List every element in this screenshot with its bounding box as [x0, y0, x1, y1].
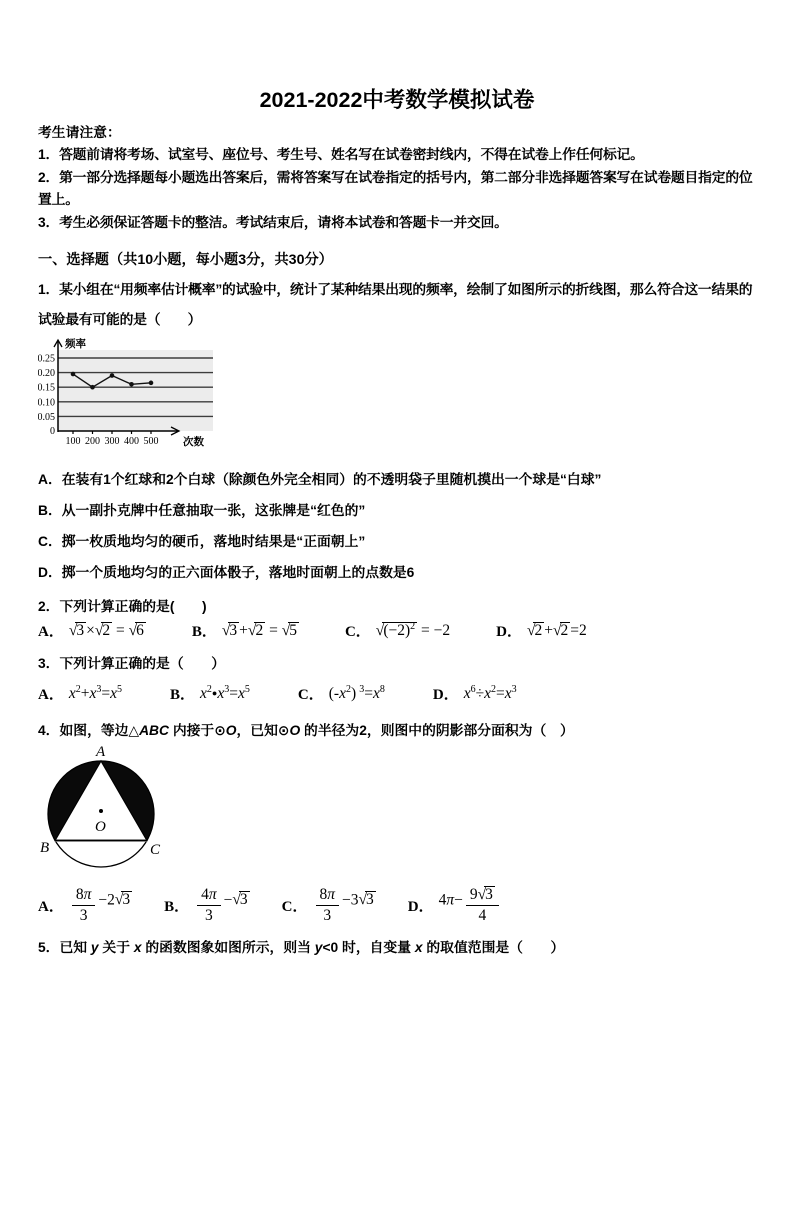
option-letter: C． — [281, 898, 308, 915]
label-b: B — [40, 840, 50, 856]
q2-option-d — [496, 620, 587, 641]
q2-option-c — [345, 620, 450, 641]
option-formula: $√(-2)^2 = -2$ — [375, 620, 451, 639]
option-formula: √3 +√2 = √5 — [221, 621, 297, 639]
notice-item-3: 3．考生必须保证答题卡的整洁。考试结束后，请将本试卷和答题卡一并交回。 — [38, 214, 508, 230]
option-letter: A． — [38, 687, 64, 703]
option-letter: A． — [38, 624, 64, 640]
question-1-options — [38, 464, 756, 588]
option-letter: C． — [297, 687, 324, 703]
option-letter: D． — [496, 624, 522, 640]
option-formula: $(-x^2)$ $^3=x^8$ — [328, 683, 385, 702]
q3-option-a — [38, 683, 122, 704]
q4-option-b — [164, 886, 250, 925]
svg-text:500: 500 — [143, 436, 159, 447]
option-letter: B． — [191, 624, 217, 640]
line-chart-canvas — [38, 335, 243, 449]
q1-option-c: C．掷一枚质地均匀的硬币，落地时结果是“正面朝上” — [38, 534, 366, 549]
svg-text:次数: 次数 — [183, 436, 204, 448]
option-formula: $\frac{8\pi}{3}$ −2√3 — [69, 886, 132, 925]
exam-page — [0, 88, 794, 959]
notice-header: 考生请注意： — [38, 125, 121, 140]
label-a: A — [96, 744, 106, 760]
q2-option-a — [38, 620, 146, 641]
svg-text:0.05: 0.05 — [38, 411, 55, 423]
q3-option-c — [298, 683, 385, 704]
svg-text:0.15: 0.15 — [38, 382, 55, 394]
notice-item-2: 2．第一部分选择题每小题选出答案后，需将答案写在试卷指定的括号内，第二部分非选择题答案写在试卷题目指定的位置上。 — [38, 169, 753, 207]
svg-text:100: 100 — [65, 436, 81, 447]
option-formula: 4π− $\frac{9√3}{4}$ — [439, 886, 502, 925]
option-letter: A． — [38, 898, 64, 915]
option-letter: D． — [407, 898, 434, 915]
shaded-left-segment — [48, 761, 101, 841]
svg-text:0: 0 — [50, 426, 55, 437]
frequency-line-chart — [38, 335, 756, 454]
notice-item-1: 1．答题前请将考场、试室号、座位号、考生号、姓名写在试卷密封线内，不得在试卷上作任何标记。 — [38, 147, 644, 162]
option-formula: $x^6\div x^2=x^3$ — [463, 683, 517, 702]
shaded-right-segment — [101, 761, 154, 841]
option-letter: B． — [164, 898, 190, 915]
svg-text:400: 400 — [124, 436, 139, 447]
page-title: 2021-2022中考数学模拟试卷 — [259, 88, 535, 112]
question-3-options — [38, 683, 756, 704]
svg-text:0.25: 0.25 — [38, 353, 55, 365]
q3-option-d — [433, 683, 517, 704]
q1-option-b: B．从一副扑克牌中任意抽取一张，这张牌是“红色的” — [38, 503, 366, 518]
q4-option-c — [282, 886, 376, 925]
section-1-header: 一、选择题（共10小题，每小题3分，共30分） — [38, 252, 333, 268]
question-4-options — [38, 886, 756, 925]
option-formula: $x^2+x^3=x^5$ — [68, 683, 123, 702]
q4-option-a — [38, 886, 132, 925]
svg-text:频率: 频率 — [65, 338, 86, 350]
center-dot — [99, 809, 103, 813]
label-c: C — [150, 842, 161, 858]
option-letter: D． — [432, 687, 459, 703]
circle-triangle-diagram — [38, 744, 198, 879]
q2-option-b — [192, 620, 299, 641]
question-4-text: 4．如图，等边△ABC 内接于⊙O，已知⊙O 的半径为2，则图中的阴影部分面积为（ ） — [38, 723, 574, 738]
option-formula: $\frac{4\pi}{3}$ −√3 — [194, 886, 250, 925]
option-formula: $x^2●x^3=x^5$ — [200, 683, 250, 702]
question-2-options — [38, 620, 756, 641]
inscribed-triangle-figure — [38, 744, 756, 884]
svg-text:200: 200 — [85, 436, 100, 447]
q1-option-a: A．在装有1个红球和2个白球（除颜色外完全相同）的不透明袋子里随机摸出一个球是“白球” — [38, 472, 602, 487]
question-3-text: 3．下列计算正确的是（ ） — [38, 656, 226, 671]
svg-text:300: 300 — [104, 436, 120, 447]
question-2-text: 2．下列计算正确的是( ) — [38, 599, 207, 614]
option-letter: C． — [344, 624, 371, 640]
q1-option-d: D．掷一个质地均匀的正六面体骰子，落地时面朝上的点数是6 — [38, 565, 415, 580]
q4-option-d — [408, 886, 502, 925]
svg-text:0.20: 0.20 — [38, 368, 55, 380]
question-1-text: 1．某小组在“用频率估计概率”的试验中，统计了某种结果出现的频率，绘制了如图所示的折线图，那么符合这一结果的试验最有可能的是（ ） — [38, 282, 753, 327]
option-formula: √3 ×√2 = √6 — [68, 621, 144, 639]
question-5-text: 5．已知 y 关于 x 的函数图象如图所示，则当 y<0 时，自变量 x 的取值范围是（ ） — [38, 939, 565, 955]
q3-option-b — [170, 683, 250, 704]
label-o: O — [95, 819, 106, 835]
option-letter: B． — [170, 687, 196, 703]
svg-text:0.10: 0.10 — [38, 397, 55, 409]
option-formula: √2 +√2 =2 — [526, 621, 587, 639]
option-formula: $\frac{8\pi}{3}$ −3√3 — [313, 886, 376, 925]
